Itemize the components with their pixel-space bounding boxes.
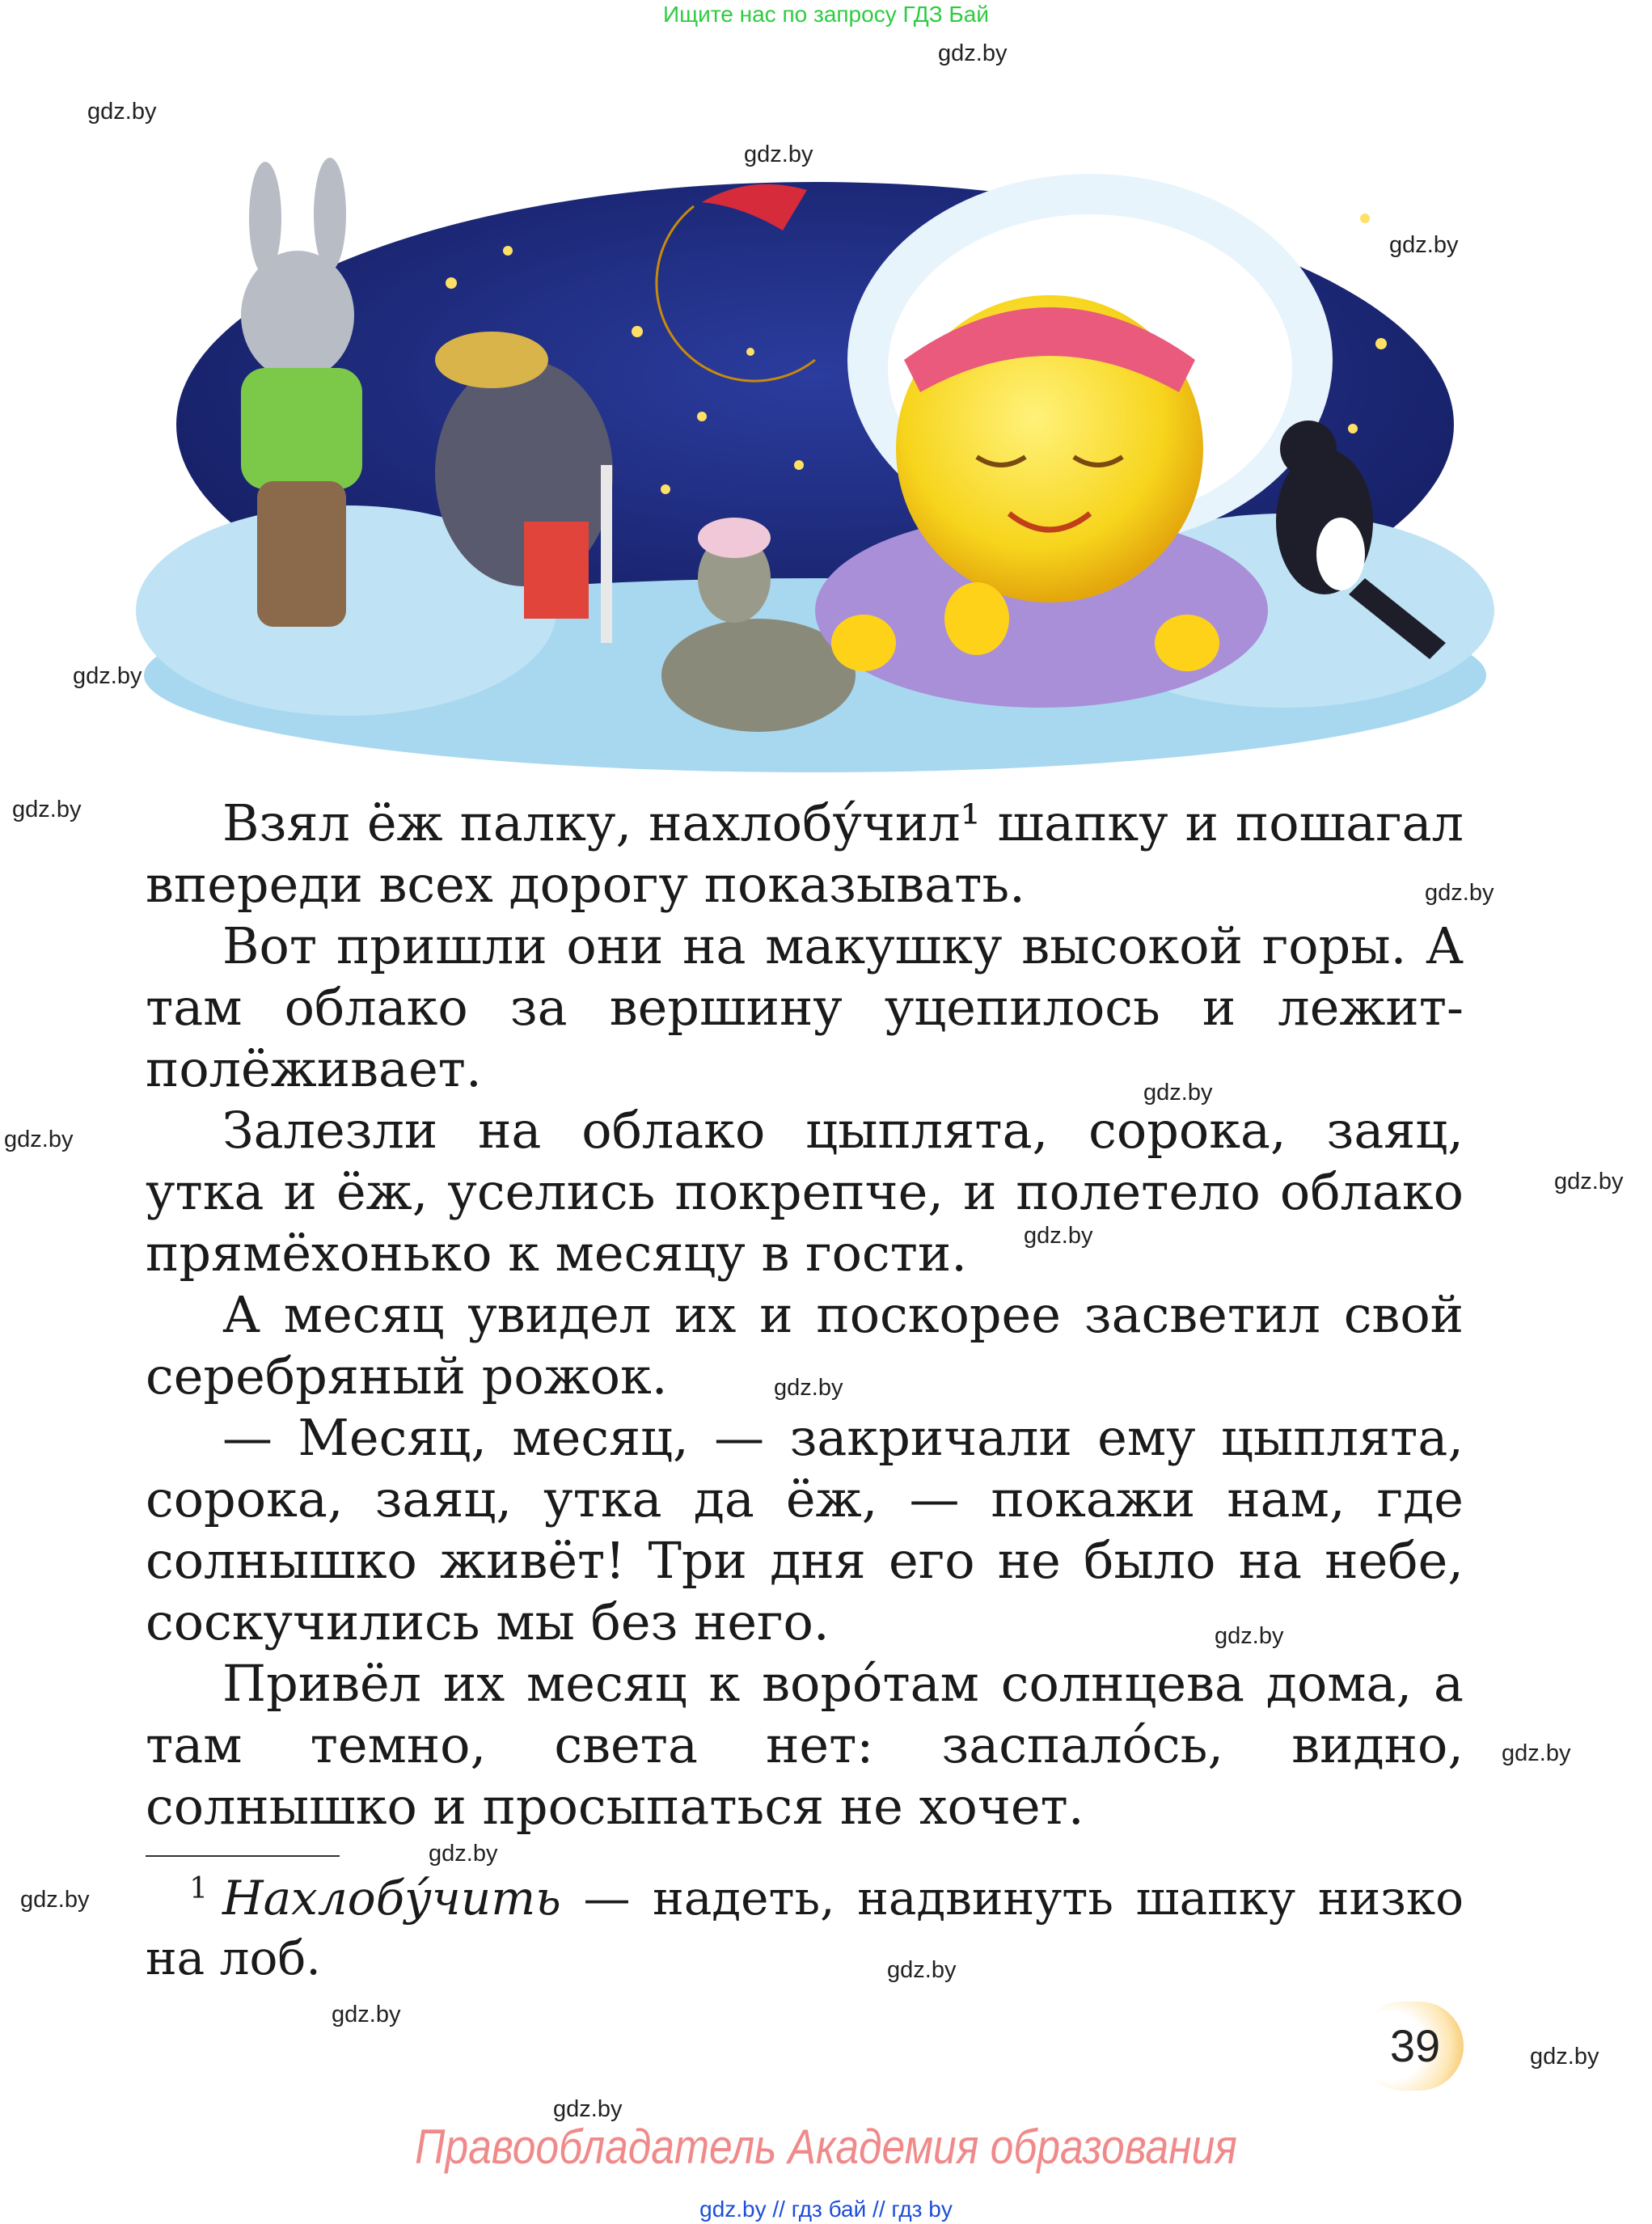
watermark: gdz.by [1502,1740,1571,1766]
watermark: gdz.by [87,99,157,125]
story-paragraph [146,1284,1464,1407]
watermark: gdz.by [1389,232,1459,258]
watermark: gdz.by [887,1957,957,1983]
watermark: gdz.by [744,142,813,167]
story-paragraph [146,915,1464,1100]
story-paragraph [146,793,1464,915]
footnote: 1 Нахлобу́чить — надеть, надвинуть шапку низко на лоб. [146,1871,1464,1985]
paragraph-text: Вот пришли они на макушку высокой горы. А там облако за вершину уцепилось и лежит-полёживает. [146,916,1464,1098]
hare [241,158,362,627]
watermark: gdz.by [1143,1080,1213,1106]
paragraph-text: Привёл их месяц к воро́там солнцева дома, а там темно, света нет: заспало́сь, видно, солнышко и просыпаться не хочет. [146,1654,1464,1836]
watermark: gdz.by [1024,1223,1093,1249]
footnote-definition: — надеть, надвинуть шапку низко на лоб. [146,1871,1464,1985]
watermark: gdz.by [1215,1623,1284,1649]
paragraph-text: — Месяц, месяц, — закричали ему цыплята, сорока, заяц, утка да ёж, — покажи нам, где солнышко живёт! Три дня его не было на небе, соскучились мы без него. [146,1408,1464,1651]
watermark: gdz.by [4,1127,74,1152]
watermark: gdz.by [73,663,142,689]
paragraph-text: А месяц увидел их и поскорее засветил свой серебряный рожок. [146,1285,1464,1406]
rights-holder: Правообладатель Академия образования [415,2120,1237,2174]
watermark: gdz.by [938,40,1008,66]
watermark: gdz.by [332,2002,401,2027]
watermark: gdz.by [12,797,82,822]
page-number: 39 [1389,2020,1441,2071]
watermark: gdz.by [1425,880,1494,906]
bottom-links[interactable]: gdz.by // гдз бай // гдз by [699,2197,953,2222]
watermark: gdz.by [429,1841,498,1867]
paragraph-text: Взял ёж палку, нахлобу́чил¹ шапку и пошагал впереди всех дорогу показывать. [146,793,1464,914]
watermark: gdz.by [553,2096,623,2122]
story-illustration [136,158,1494,772]
watermark: gdz.by [1554,1169,1624,1194]
story-paragraph [146,1407,1464,1653]
story-paragraph [146,1100,1464,1284]
watermark: gdz.by [1530,2044,1599,2070]
footnote-term: Нахлобу́чить [222,1871,561,1926]
footnote-divider [146,1855,340,1857]
paragraph-text: Залезли на облако цыплята, сорока, заяц, утка и ёж, уселись покрепче, и полетело облако прямёхонько к месяцу в гости. [146,1101,1464,1283]
watermark: gdz.by [774,1375,843,1401]
story-paragraph [146,1653,1464,1837]
watermark: gdz.by [20,1887,90,1913]
top-search-banner[interactable]: Ищите нас по запросу ГДЗ Бай [662,2,990,27]
